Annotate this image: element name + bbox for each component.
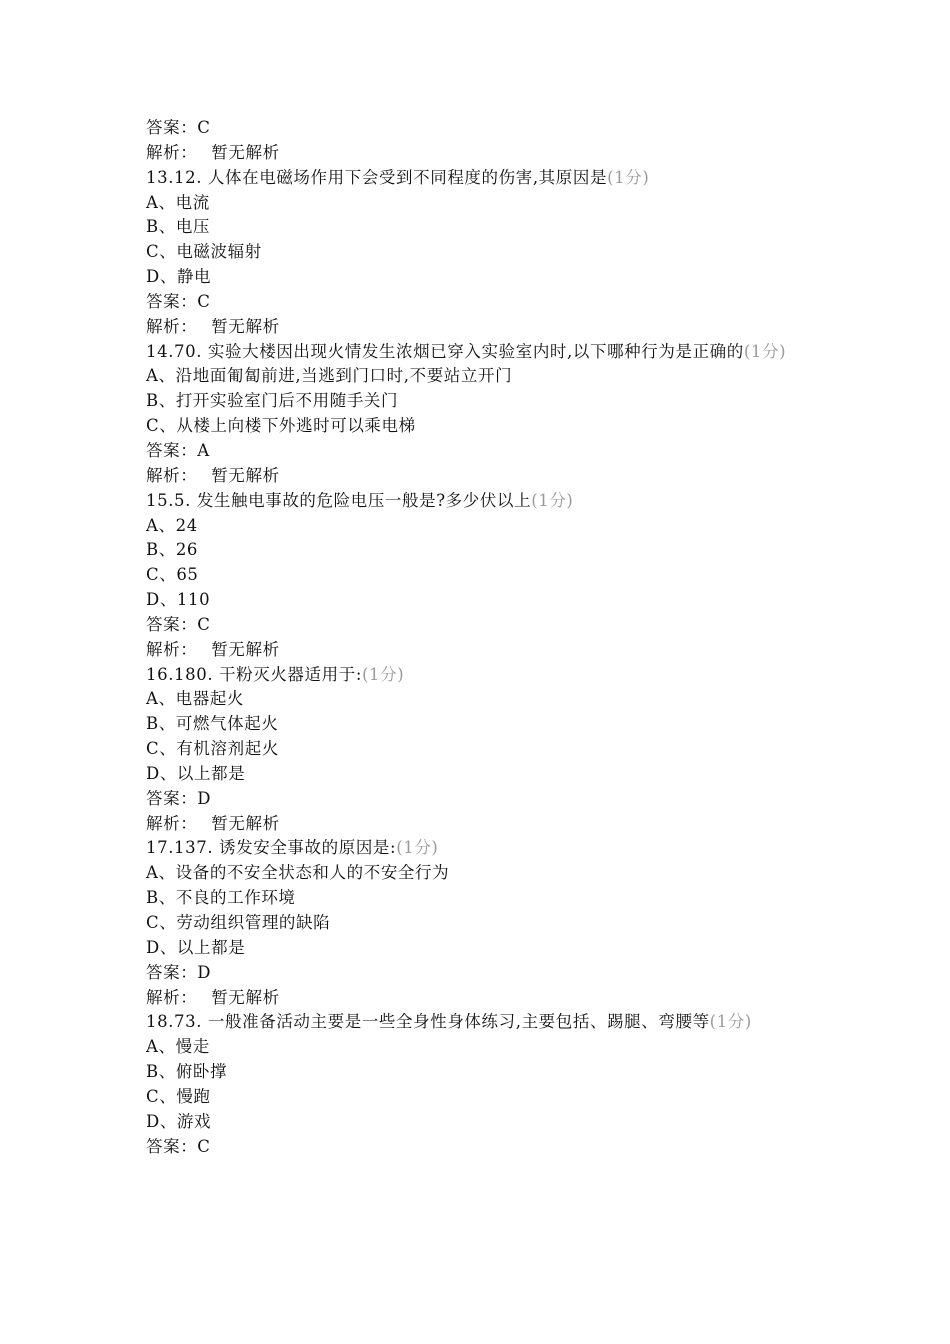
answer-line: 答案：D — [146, 962, 212, 982]
option-a: A、沿地面匍匐前进,当逃到门口时,不要站立开门 — [146, 366, 513, 386]
option-c: C、慢跑 — [146, 1086, 211, 1106]
option-d: D、110 — [146, 590, 211, 610]
option-d: D、游戏 — [146, 1111, 212, 1131]
option-b: B、电压 — [146, 217, 211, 237]
question-stem: 15.5. 发生触电事故的危险电压一般是?多少伏以上(1分) — [146, 490, 574, 510]
question-stem: 16.180. 干粉灭火器适用于:(1分) — [146, 664, 405, 684]
score-label: (1分) — [531, 490, 574, 510]
option-b: B、26 — [146, 540, 199, 560]
option-c: C、电磁波辐射 — [146, 242, 262, 262]
analysis-line: 解析： 暂无解析 — [146, 987, 280, 1007]
score-label: (1分) — [743, 341, 787, 361]
analysis-line: 解析： 暂无解析 — [146, 142, 280, 162]
option-a: A、24 — [146, 515, 198, 535]
answer-line: 答案：C — [146, 1136, 211, 1156]
score-label: (1分) — [361, 664, 405, 684]
analysis-line: 解析： 暂无解析 — [146, 813, 280, 833]
option-a: A、电流 — [146, 192, 210, 212]
question-stem: 14.70. 实验大楼因出现火情发生浓烟已穿入实验室内时,以下哪种行为是正确的(1分) — [146, 341, 787, 361]
option-d: D、以上都是 — [146, 937, 246, 957]
score-label: (1分) — [396, 838, 439, 858]
answer-line: 答案：C — [146, 614, 211, 634]
question-stem: 17.137. 诱发安全事故的原因是:(1分) — [146, 838, 439, 858]
answer-line: 答案：C — [146, 291, 211, 311]
analysis-line: 解析： 暂无解析 — [146, 465, 280, 485]
option-b: B、打开实验室门后不用随手关门 — [146, 391, 399, 411]
option-d: D、以上都是 — [146, 763, 246, 783]
option-c: C、劳动组织管理的缺陷 — [146, 913, 331, 932]
option-b: B、可燃气体起火 — [146, 714, 279, 734]
option-a: A、设备的不安全状态和人的不安全行为 — [146, 863, 450, 883]
answer-line: 答案：D — [146, 788, 212, 808]
option-b: B、不良的工作环境 — [146, 888, 296, 908]
option-a: A、电器起火 — [146, 689, 245, 709]
question-stem: 18.73. 一般准备活动主要是一些全身性身体练习,主要包括、踢腿、弯腰等(1分) — [146, 1012, 752, 1032]
option-a: A、慢走 — [146, 1037, 210, 1057]
answer-line: 答案：A — [146, 440, 210, 460]
document-body — [146, 116, 816, 1159]
option-c: C、65 — [146, 565, 199, 585]
option-c: C、有机溶剂起火 — [146, 739, 279, 759]
answer-line: 答案：C — [146, 118, 211, 137]
option-d: D、静电 — [146, 267, 212, 287]
question-stem: 13.12. 人体在电磁场作用下会受到不同程度的伤害,其原因是(1分) — [146, 167, 650, 187]
analysis-line: 解析： 暂无解析 — [146, 639, 280, 659]
score-label: (1分) — [607, 167, 650, 187]
analysis-line: 解析： 暂无解析 — [146, 316, 280, 336]
option-b: B、俯卧撑 — [146, 1062, 228, 1082]
score-label: (1分) — [709, 1012, 752, 1032]
option-c: C、从楼上向楼下外逃时可以乘电梯 — [146, 416, 416, 436]
